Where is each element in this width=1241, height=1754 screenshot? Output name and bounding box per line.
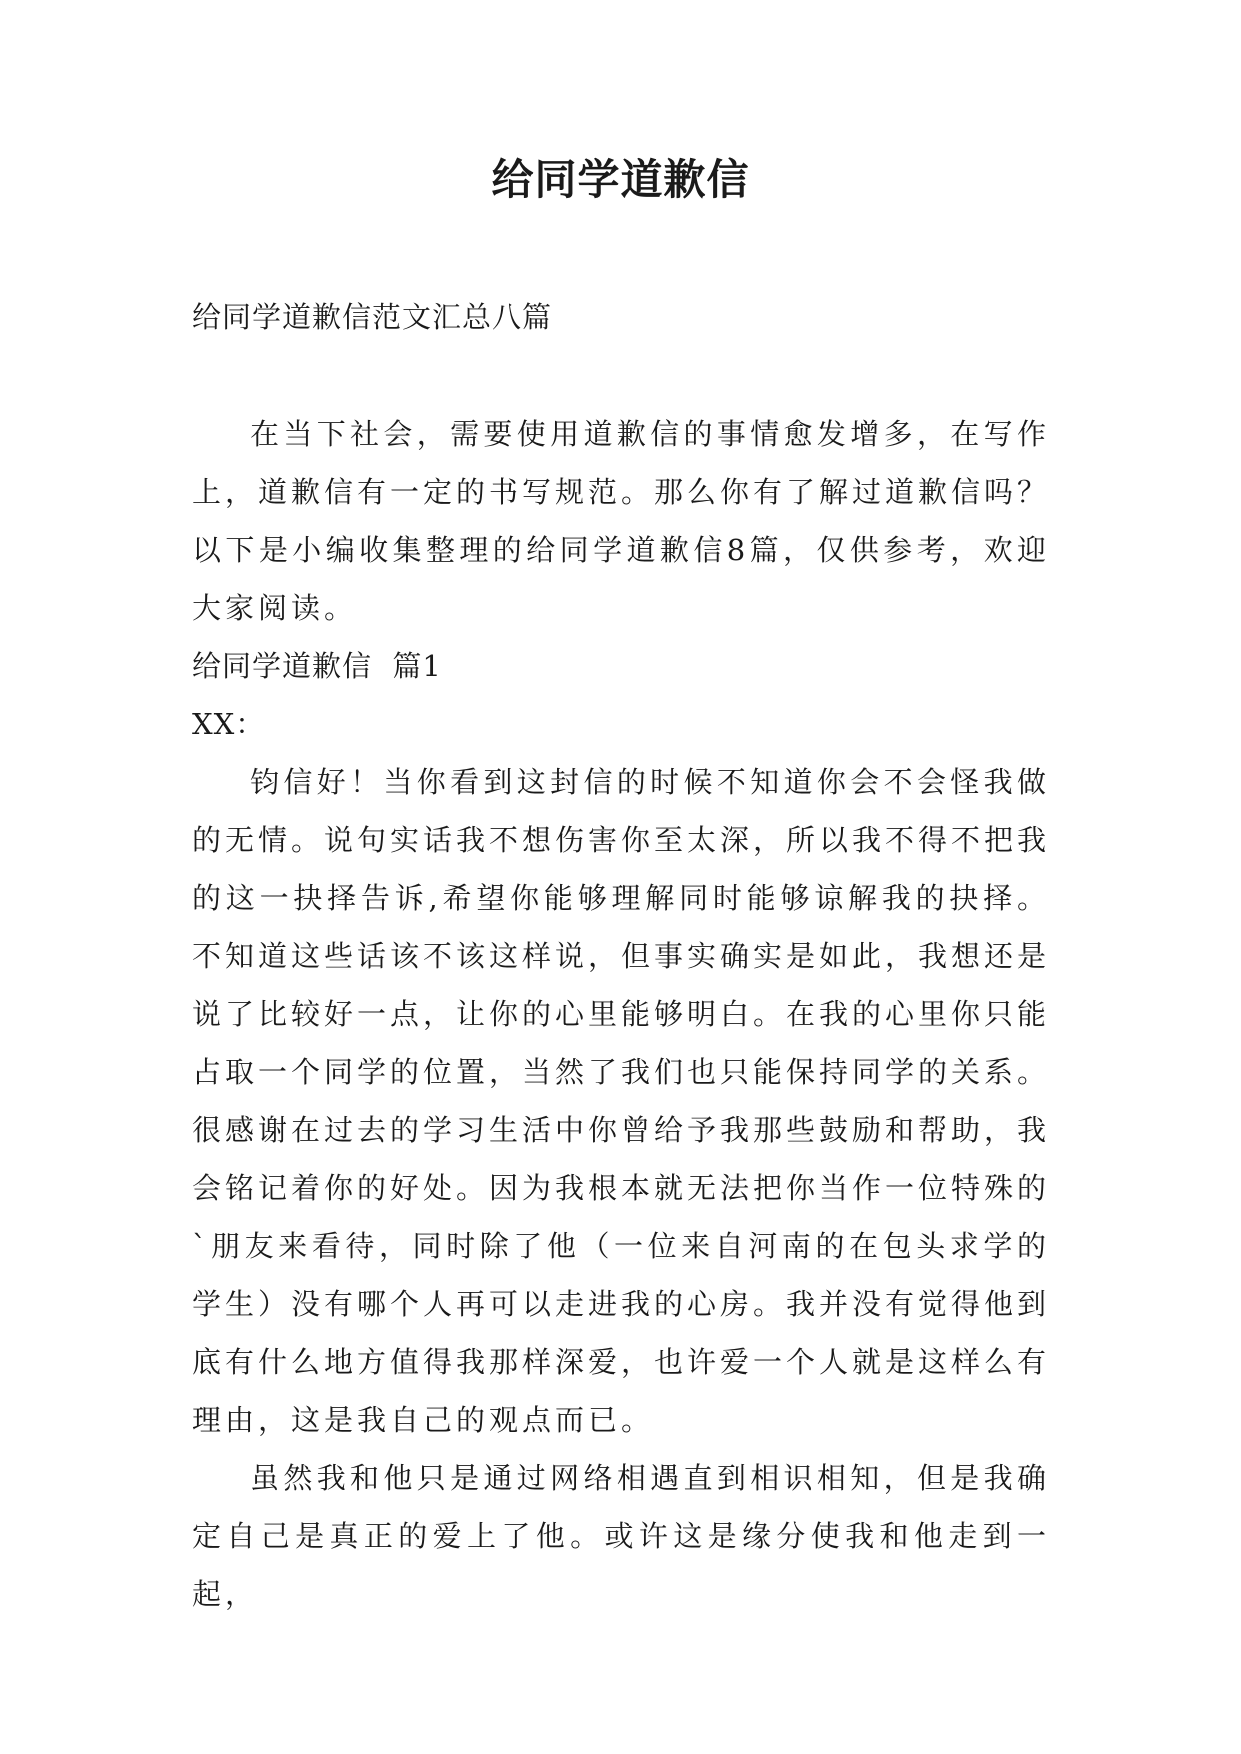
section-heading: 给同学道歉信 篇1 <box>192 649 442 683</box>
intro-paragraph: 在当下社会，需要使用道歉信的事情愈发增多，在写作上，道歉信有一定的书写规范。那么你有了解过道歉信吗？以下是小编收集整理的给同学道歉信8篇，仅供参考，欢迎大家阅读。 <box>192 417 1051 625</box>
letter-paragraph-2: 虽然我和他只是通过网络相遇直到相识相知，但是我确定自己是真正的爱上了他。或许这是缘分使我和他走到一起， <box>192 1461 1050 1611</box>
document-subtitle: 给同学道歉信范文汇总八篇 <box>192 300 553 334</box>
document-body <box>192 405 1050 1623</box>
letter-paragraph-1: 钧信好！当你看到这封信的时候不知道你会不会怪我做的无情。说句实话我不想伤害你至太深，所以我不得不把我的这一抉择告诉,希望你能够理解同时能够谅解我的抉择。不知道这些话该不该这样说，但事实确实是如此，我想还是说了比较好一点，让你的心里能够明白。在我的心里你只能占取一个同学的位置，当然了我们也只能保持同学的关系。很感谢在过去的学习生活中你曾给予我那些鼓励和帮助，我会铭记着你的好处。因为我根本就无法把你当作一位特殊的`朋友来看待，同时除了他（一位来自河南的在包头求学的学生）没有哪个人再可以走进我的心房。我并没有觉得他到底有什么地方值得我那样深爱，也许爱一个人就是这样么有理由，这是我自己的观点而已。 <box>192 765 1051 1437</box>
document-title: 给同学道歉信 <box>491 155 750 204</box>
letter-salutation: XX： <box>192 707 266 741</box>
